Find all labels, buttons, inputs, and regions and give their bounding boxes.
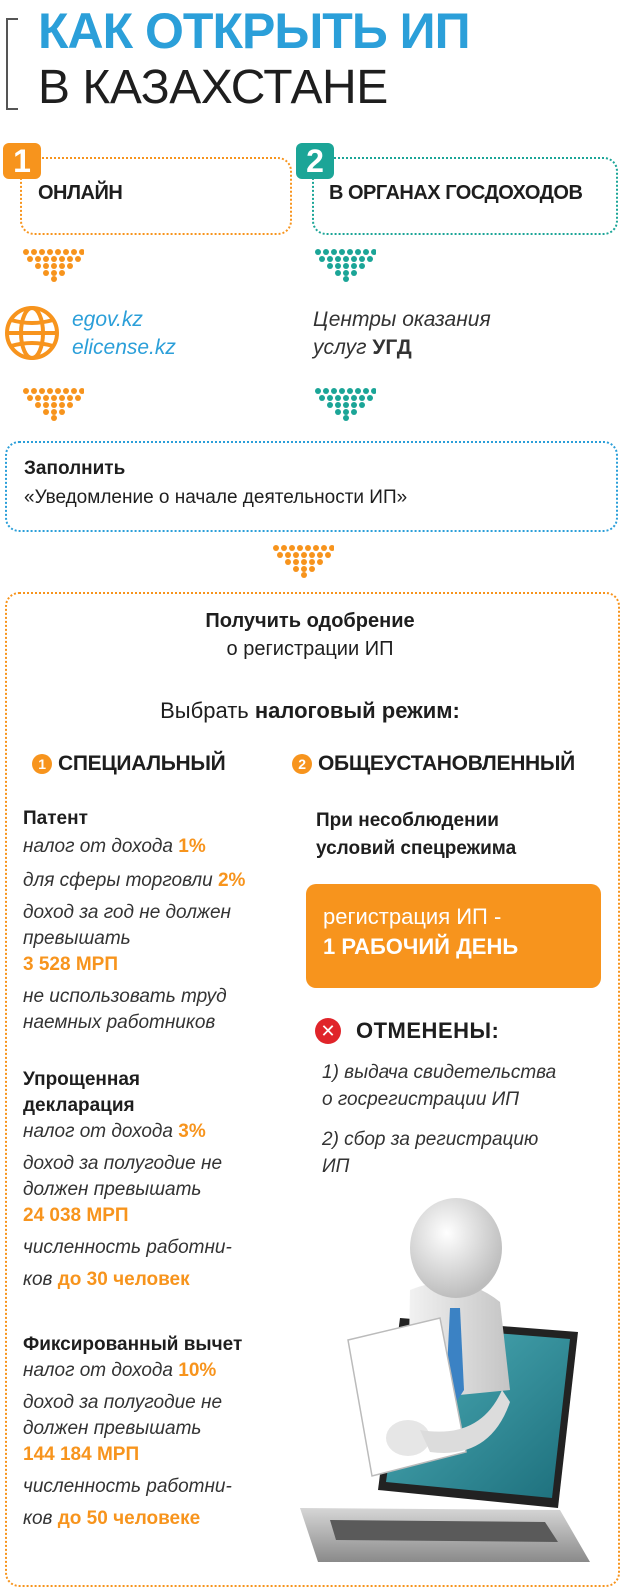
fixed-income-line: доход за полугодие не [23,1392,223,1413]
arrow-down-icon [314,248,376,282]
ugd-centers-text: Центры оказания [313,308,491,331]
patent-labor-line: не использовать труд [23,986,227,1007]
regime-special-label: СПЕЦИАЛЬНЫЙ [58,752,226,775]
cancelled-title: ОТМЕНЕНЫ: [356,1018,500,1043]
cancelled-item-2-2: ИП [322,1156,350,1177]
cancel-icon: ✕ [315,1018,341,1044]
egov-link[interactable]: egov.kz [72,308,143,331]
step-online-label: ОНЛАЙН [38,182,123,204]
globe-icon [4,305,60,361]
simplified-income-line-2: должен превышать [23,1179,202,1200]
page-subtitle: В КАЗАХСТАНЕ [38,61,388,114]
fixed-income-limit: 144 184 МРП [23,1444,140,1465]
simplified-income-line: доход за полугодие не [23,1153,223,1174]
elicense-link[interactable]: elicense.kz [72,336,176,359]
patent-income-limit: 3 528 МРП [23,954,118,975]
fixed-income-line-2: должен превышать [23,1418,202,1439]
registration-text: регистрация ИП - [323,904,502,929]
fixed-staff-line-2: ков до 50 человеке [23,1508,201,1529]
patent-labor-line-2: наемных работников [23,1012,216,1033]
approval-title: Получить одобрение [205,610,415,632]
arrow-down-icon [22,248,84,282]
simplified-title: Упрощенная [23,1069,140,1090]
regime-general-head [292,752,575,776]
arrow-down-icon [314,387,376,421]
registration-term: 1 РАБОЧИЙ ДЕНЬ [323,934,519,959]
step-offline-label: В ОРГАНАХ ГОСДОХОДОВ [329,182,583,204]
cancelled-item-1: 1) выдача свидетельства [322,1062,557,1083]
general-condition-1: При несоблюдении [316,810,499,831]
simplified-staff-line-2: ков до 30 человек [23,1269,190,1290]
step-1-badge: 1 [3,143,41,179]
patent-income-line: доход за год не должен [23,902,232,923]
fixed-section [23,1332,288,1532]
cancelled-item-1-2: о госрегистрации ИП [322,1089,520,1110]
simplified-staff-line: численность работни- [23,1237,232,1258]
page-title: КАК ОТКРЫТЬ ИП [38,3,470,59]
patent-tax-line: налог от дохода 1% [23,836,206,857]
patent-title: Патент [23,808,88,829]
patent-income-line-2: превышать [23,928,131,949]
arrow-down-icon [272,544,334,578]
regime-1-badge: 1 [32,754,52,774]
arrow-down-icon [22,387,84,421]
regime-2-badge: 2 [292,754,312,774]
cancelled-item-2: 2) сбор за регистрацию [322,1129,539,1150]
registration-box [306,884,601,988]
simplified-tax-line: налог от дохода 3% [23,1121,206,1142]
fill-form-text: «Уведомление о начале деятельности ИП» [24,487,408,508]
title-bracket [6,18,18,110]
regime-general-label: ОБЩЕУСТАНОВЛЕННЫЙ [318,752,575,775]
fill-form-title: Заполнить [24,458,126,479]
simplified-section [23,1067,288,1293]
simplified-title-2: декларация [23,1095,135,1116]
step-2-badge: 2 [296,143,334,179]
patent-section [23,806,288,1036]
approval-subtitle: о регистрации ИП [226,638,394,660]
regime-special-head [32,752,225,776]
ugd-services-text: услуг УГД [313,336,412,359]
fixed-title: Фиксированный вычет [23,1334,243,1355]
person-laptop-illustration [290,1190,612,1574]
choose-regime-text: Выбрать налоговый режим: [160,698,460,723]
general-condition-2: условий спецрежима [316,838,517,859]
fixed-tax-line: налог от дохода 10% [23,1360,217,1381]
simplified-income-limit: 24 038 МРП [23,1205,129,1226]
fixed-staff-line: численность работни- [23,1476,232,1497]
patent-trade-line: для сферы торговли 2% [23,870,246,891]
